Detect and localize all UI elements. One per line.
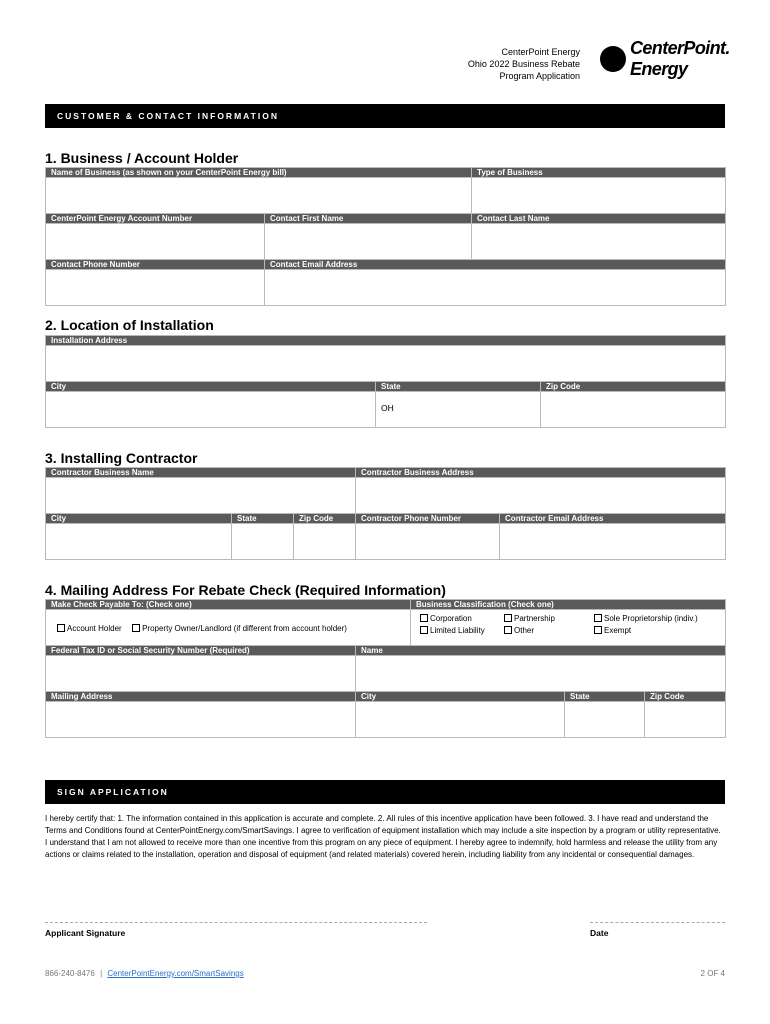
property-owner-option-label: Property Owner/Landlord (if different from account holder) — [142, 623, 347, 633]
mailing-zip-field[interactable] — [645, 702, 726, 738]
type-of-business-field[interactable] — [472, 178, 726, 214]
limited-liability-option[interactable] — [420, 626, 485, 635]
mailing-state-field[interactable] — [565, 702, 645, 738]
mailing-address-table — [45, 599, 726, 738]
contractor-city-field[interactable] — [46, 524, 232, 560]
footer-contact — [45, 969, 244, 978]
account-holder-option-label: Account Holder — [67, 623, 122, 633]
contractor-address-label: Contractor Business Address — [356, 468, 726, 478]
contractor-name-label: Contractor Business Name — [46, 468, 356, 478]
contact-phone-field[interactable] — [46, 270, 265, 306]
business-account-table — [45, 167, 726, 306]
mailing-zip-label: Zip Code — [645, 692, 726, 702]
payable-to-options — [46, 610, 411, 646]
installation-address-label: Installation Address — [46, 336, 726, 346]
mailing-address-field[interactable] — [46, 702, 356, 738]
installation-address-field[interactable] — [46, 346, 726, 382]
property-owner-option[interactable] — [132, 624, 347, 633]
logo-text-2: Energy — [630, 59, 688, 79]
installation-state-field[interactable] — [376, 392, 541, 428]
contact-last-name-field[interactable] — [472, 224, 726, 260]
other-option[interactable] — [504, 626, 534, 635]
header-line-3: Program Application — [499, 71, 580, 81]
date-line[interactable] — [590, 922, 725, 923]
page-number: 2 OF 4 — [700, 969, 725, 978]
contractor-state-label: State — [232, 514, 294, 524]
installation-state-value: OH — [381, 403, 394, 413]
contractor-phone-label: Contractor Phone Number — [356, 514, 500, 524]
mailing-address-label: Mailing Address — [46, 692, 356, 702]
logo-text-1: CenterPoint. — [630, 38, 730, 58]
mailing-state-label: State — [565, 692, 645, 702]
contact-phone-label: Contact Phone Number — [46, 260, 265, 270]
partnership-checkbox[interactable] — [504, 614, 512, 622]
section-3-title: 3. Installing Contractor — [45, 450, 198, 466]
contact-email-label: Contact Email Address — [265, 260, 726, 270]
contractor-email-field[interactable] — [500, 524, 726, 560]
contractor-phone-field[interactable] — [356, 524, 500, 560]
installing-contractor-table — [45, 467, 726, 560]
contact-last-name-label: Contact Last Name — [472, 214, 726, 224]
other-checkbox[interactable] — [504, 626, 512, 634]
payable-to-label: Make Check Payable To: (Check one) — [46, 600, 411, 610]
section-1-title: 1. Business / Account Holder — [45, 150, 239, 166]
header-line-1: CenterPoint Energy — [501, 47, 580, 57]
partnership-option-label: Partnership — [514, 614, 555, 623]
installation-state-label: State — [376, 382, 541, 392]
sole-proprietorship-option-label: Sole Proprietorship (indiv.) — [604, 614, 698, 623]
installation-city-label: City — [46, 382, 376, 392]
name-of-business-label: Name of Business (as shown on your CenterPoint Energy bill) — [46, 168, 472, 178]
sole-proprietorship-option[interactable] — [594, 614, 698, 623]
contractor-email-label: Contractor Email Address — [500, 514, 726, 524]
contractor-zip-label: Zip Code — [294, 514, 356, 524]
header-line-2: Ohio 2022 Business Rebate — [467, 59, 580, 69]
contractor-name-field[interactable] — [46, 478, 356, 514]
contact-first-name-field[interactable] — [265, 224, 472, 260]
tax-id-label: Federal Tax ID or Social Security Number (Required) — [46, 646, 356, 656]
sole-proprietorship-checkbox[interactable] — [594, 614, 602, 622]
tax-id-field[interactable] — [46, 656, 356, 692]
footer-phone: 866-240-8476 — [45, 969, 95, 978]
other-option-label: Other — [514, 626, 535, 635]
program-header — [360, 46, 580, 82]
property-owner-checkbox[interactable] — [132, 624, 140, 632]
corporation-option[interactable] — [420, 614, 472, 623]
contractor-address-field[interactable] — [356, 478, 726, 514]
account-number-label: CenterPoint Energy Account Number — [46, 214, 265, 224]
contractor-zip-field[interactable] — [294, 524, 356, 560]
mailing-name-field[interactable] — [356, 656, 726, 692]
account-holder-option[interactable] — [57, 624, 122, 633]
name-of-business-field[interactable] — [46, 178, 472, 214]
mailing-city-label: City — [356, 692, 565, 702]
smart-savings-link[interactable]: CenterPointEnergy.com/SmartSavings — [107, 969, 244, 978]
limited-liability-checkbox[interactable] — [420, 626, 428, 634]
contact-email-field[interactable] — [265, 270, 726, 306]
contractor-state-field[interactable] — [232, 524, 294, 560]
customer-contact-band: CUSTOMER & CONTACT INFORMATION — [45, 104, 725, 128]
centerpoint-logo — [600, 38, 730, 82]
exempt-checkbox[interactable] — [594, 626, 602, 634]
footer-separator: | — [100, 969, 103, 978]
account-number-field[interactable] — [46, 224, 265, 260]
exempt-option[interactable] — [594, 626, 631, 635]
contact-first-name-label: Contact First Name — [265, 214, 472, 224]
limited-liability-option-label: Limited Liability — [430, 626, 485, 635]
corporation-option-label: Corporation — [430, 614, 472, 623]
mailing-name-label: Name — [356, 646, 726, 656]
section-2-title: 2. Location of Installation — [45, 317, 214, 333]
partnership-option[interactable] — [504, 614, 555, 623]
contractor-city-label: City — [46, 514, 232, 524]
installation-zip-field[interactable] — [541, 392, 726, 428]
installation-city-field[interactable] — [46, 392, 376, 428]
applicant-signature-label: Applicant Signature — [45, 928, 126, 938]
installation-zip-label: Zip Code — [541, 382, 726, 392]
exempt-option-label: Exempt — [604, 626, 632, 635]
mailing-city-field[interactable] — [356, 702, 565, 738]
logo-circle-icon — [600, 46, 626, 72]
business-classification-label: Business Classification (Check one) — [411, 600, 726, 610]
sign-application-band: SIGN APPLICATION — [45, 780, 725, 804]
type-of-business-label: Type of Business — [472, 168, 726, 178]
applicant-signature-line[interactable] — [45, 922, 427, 923]
certification-text: I hereby certify that: 1. The information contained in this application is accurate and complete. 2. All rules of this incentive application have been followed. 3. I have read and understand the Terms and Conditions found at CenterPointEnergy.com/SmartSavings. I agree to verification of equipment installation which may include a site inspection by a program or utility representative. I understand that I am not allowed to receive more than one incentive from this program on any piece of equipment. I hereby agree to indemnify, hold harmless and release the utility from any actions or claims related to the installation, operation and disposal of equipment (and related materials) covered herein, including liability from any incidental or consequential damages. — [45, 814, 721, 859]
section-4-title: 4. Mailing Address For Rebate Check (Required Information) — [45, 582, 446, 598]
date-label: Date — [590, 928, 609, 938]
corporation-checkbox[interactable] — [420, 614, 428, 622]
installation-location-table — [45, 335, 726, 428]
classification-options — [411, 610, 726, 646]
account-holder-checkbox[interactable] — [57, 624, 65, 632]
